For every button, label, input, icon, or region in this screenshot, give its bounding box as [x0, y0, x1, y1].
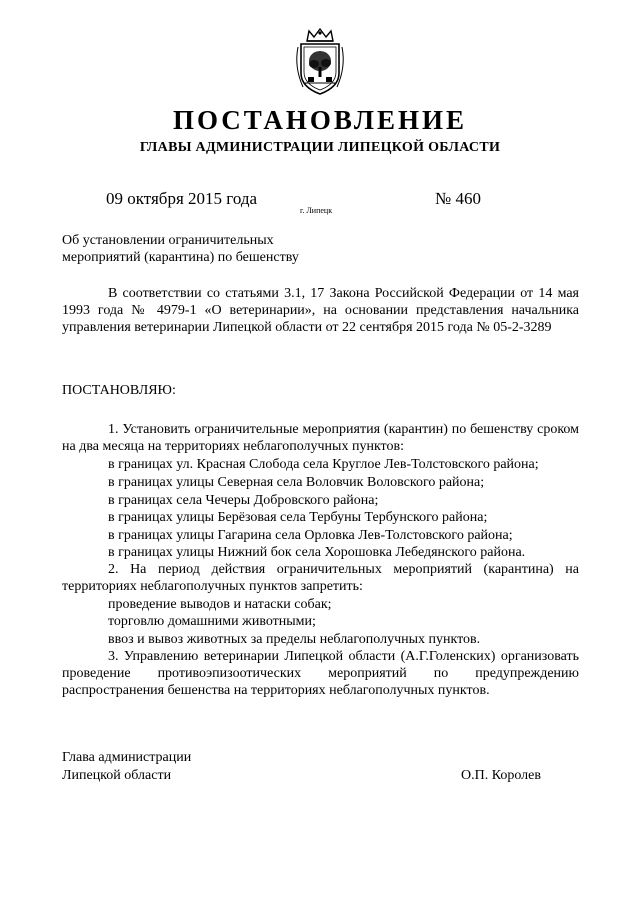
list-item: в границах ул. Красная Слобода села Круглое Лев-Толстовского района; [108, 457, 539, 472]
item-3-paragraph: 3. Управлению ветеринарии Липецкой области (А.Г.Голенских) организовать проведение противоэпизоотических мероприятий по предупреждению распространения бешенства на территориях неблагополучных пунктов. [62, 649, 579, 699]
document-title: ПОСТАНОВЛЕНИЕ [172, 105, 468, 135]
preamble-paragraph: В соответствии со статьями 3.1, 17 Закона Российской Федерации от 14 мая 1993 года № 4979-1 «О ветеринарии», на основании представления начальника управления ветеринарии Липецкой области от 22 сентября 2015 года № 05-2-3289 [62, 286, 579, 336]
signature-position [62, 749, 191, 785]
document-number: № 460 [435, 189, 481, 208]
subject-line: мероприятий (карантина) по бешенству [62, 250, 299, 265]
decree-word: ПОСТАНОВЛЯЮ: [62, 383, 176, 398]
document-subject [62, 232, 299, 266]
list-item: проведение выводов и натаски собак; [108, 597, 332, 612]
item-1-paragraph: 1. Установить ограничительные мероприятия (карантин) по бешенству сроком на два месяца на территориях неблагополучных пунктов: [62, 422, 579, 455]
list-item: в границах улицы Гагарина села Орловка Лев-Толстовского района; [108, 528, 513, 543]
list-item: в границах села Чечеры Добровского района; [108, 493, 379, 508]
signature-position-line: Глава администрации [62, 750, 192, 765]
coat-of-arms-emblem [291, 27, 349, 97]
document-subtitle: ГЛАВЫ АДМИНИСТРАЦИИ ЛИПЕЦКОЙ ОБЛАСТИ [139, 140, 501, 155]
item-2-paragraph: 2. На период действия ограничительных мероприятий (карантина) на территориях неблагополучных пунктов запретить: [62, 562, 579, 595]
list-item: в границах улицы Нижний бок села Хорошовка Лебедянского района. [108, 545, 526, 560]
signature-position-line: Липецкой области [62, 768, 172, 783]
document-date: 09 октября 2015 года [106, 189, 258, 208]
document-city: г. Липецк [300, 206, 333, 215]
list-item: ввоз и вывоз животных за пределы неблагополучных пунктов. [108, 632, 481, 647]
signature-name: О.П. Королев [461, 768, 541, 783]
list-item: торговлю домашними животными; [108, 614, 316, 629]
list-item: в границах улицы Северная села Воловчик Воловского района; [108, 475, 485, 490]
subject-line: Об установлении ограничительных [62, 233, 274, 248]
list-item: в границах улицы Берёзовая села Тербуны Тербунского района; [108, 510, 488, 525]
